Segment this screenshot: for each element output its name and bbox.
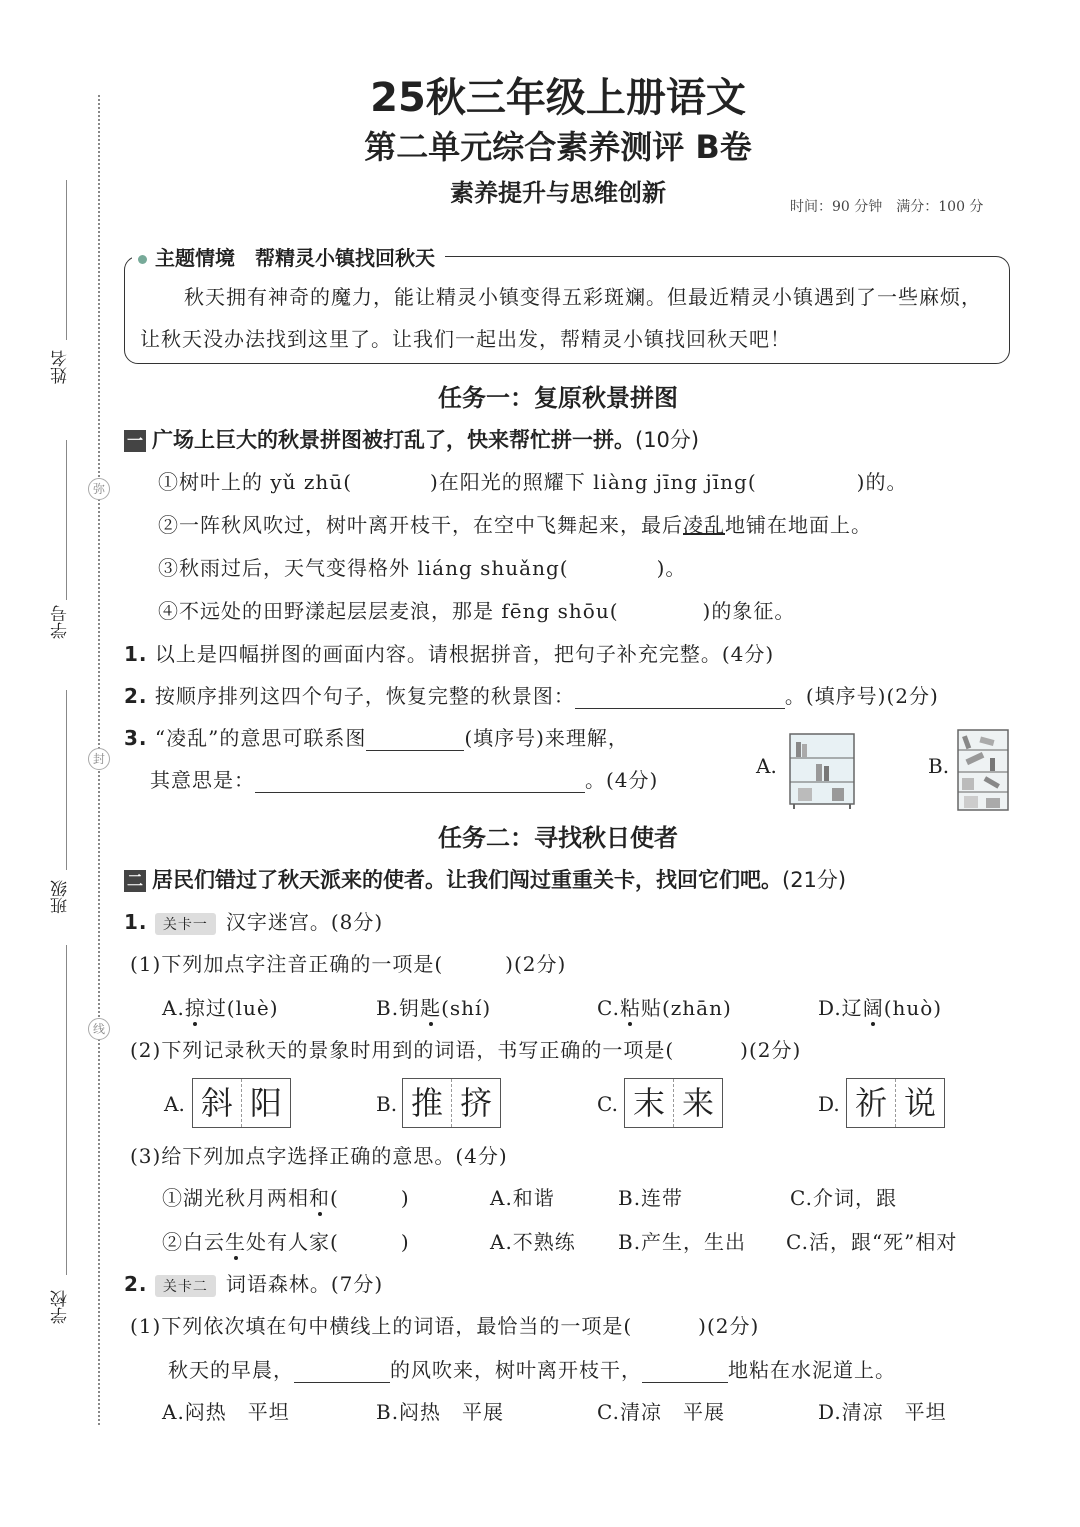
q13-row-1: [162, 1182, 410, 1211]
question-1-2: [130, 1034, 801, 1063]
answer-line[interactable]: [575, 686, 785, 709]
seal-mark-mi: 弥: [88, 478, 110, 500]
row-text: (: [330, 1186, 339, 1210]
row-text: 处有人家(: [246, 1230, 339, 1254]
word-char: 推: [403, 1079, 452, 1127]
item-text: ②一阵秋风吹过，树叶离开枝干，在空中飞舞起来，最后: [158, 513, 683, 537]
q11-option-d: [818, 992, 942, 1021]
question-text: (填序号)来理解，: [464, 726, 629, 750]
question-text: (1)下列依次填在句中横线上的词语，最恰当的一项是(: [130, 1314, 633, 1338]
dotted-char: 掠: [184, 996, 206, 1020]
answer-line[interactable]: [642, 1360, 728, 1383]
section-text: 广场上巨大的秋景拼图被打乱了，快来帮忙拼一拼。: [152, 428, 635, 452]
question-number: 2.: [124, 1272, 148, 1296]
word-char: 挤: [459, 1084, 492, 1122]
word-char: 末: [625, 1079, 674, 1127]
level-tag: 关卡一: [155, 913, 216, 935]
question-text: 其意思是：: [150, 768, 255, 792]
answer-line[interactable]: [294, 1360, 390, 1383]
word-option-c-label: C.: [597, 1092, 618, 1116]
question-number: 1.: [124, 642, 148, 666]
answer-line[interactable]: [255, 770, 585, 793]
seal-mark-xian: 线: [88, 1018, 110, 1040]
word-char: 阳: [249, 1084, 282, 1122]
question-text: 词语森林。(7分): [225, 1272, 384, 1296]
dotted-char: 粘: [619, 996, 641, 1020]
level-1: [124, 906, 383, 935]
question-1-3: (3)给下列加点字选择正确的意思。(4分): [130, 1144, 508, 1168]
option-label: C.: [597, 996, 620, 1020]
puzzle-item-3: [158, 552, 686, 581]
messy-bookshelf-image: [956, 728, 1010, 812]
item-text: 地铺在地面上。: [725, 513, 872, 537]
picture-option-b-label: B.: [928, 754, 950, 778]
question-text: 按顺序排列这四个句子，恢复完整的秋景图：: [154, 684, 575, 708]
fill-sentence: [168, 1354, 896, 1383]
q13-row-1-opt-a: A.和谐: [490, 1186, 555, 1210]
question-1: [124, 638, 774, 667]
word-option-b-label: B.: [376, 1092, 398, 1116]
task1-section: [124, 424, 699, 454]
answer-line[interactable]: [366, 728, 464, 751]
word-option-c: [624, 1078, 723, 1128]
option-label: B.钥: [376, 996, 421, 1020]
q13-row-2-opt-a: A.不熟练: [490, 1230, 576, 1254]
question-number: 1.: [124, 910, 148, 934]
puzzle-item-1: [158, 466, 907, 495]
margin-label-student-no: 学号: [51, 605, 71, 639]
sentence-part: 地粘在水泥道上。: [728, 1358, 896, 1382]
item-text: )。: [656, 556, 687, 580]
margin-label-school: 学校: [51, 1290, 71, 1324]
option-text: 贴(zhān): [640, 996, 732, 1020]
question-number: 3.: [124, 726, 148, 750]
question-3-line2: [150, 764, 658, 793]
task1-title: 任务一：复原秋景拼图: [438, 384, 678, 412]
page-title: 25秋三年级上册语文: [370, 75, 746, 121]
scene-title: 帮精灵小镇找回秋天: [255, 246, 435, 270]
word-option-d: [846, 1078, 945, 1128]
option-text: (huò): [883, 996, 943, 1020]
section-title: 素养提升与思维创新: [450, 179, 666, 207]
option-label: D.辽: [818, 996, 863, 1020]
q13-row-1-opt-c: C.介词，跟: [790, 1186, 897, 1210]
bullet-icon: [138, 255, 147, 264]
scene-label: 主题情境: [155, 246, 235, 270]
question-2-1: [130, 1310, 759, 1339]
section-badge: 一: [124, 430, 146, 452]
question-text: “凌乱”的意思可联系图: [154, 726, 367, 750]
word-char: 祈: [847, 1079, 896, 1127]
sentence-part: 的风吹来，树叶离开枝干，: [390, 1358, 642, 1382]
seal-mark-feng: 封: [88, 748, 110, 770]
sentence-part: 秋天的早晨，: [168, 1358, 294, 1382]
question-tail: 。(填序号)(2分): [784, 684, 939, 708]
question-3: [124, 722, 629, 751]
tidy-bookshelf-image: [786, 732, 858, 810]
level-2: [124, 1268, 383, 1297]
q13-row-1-opt-b: B.连带: [618, 1186, 684, 1210]
q13-row-2: [162, 1226, 410, 1255]
item-text: ③秋雨过后，天气变得格外 liáng shuǎng(: [158, 556, 569, 580]
item-text: )的象征。: [702, 599, 796, 623]
page-subtitle: 第二单元综合素养测评 B卷: [364, 128, 752, 166]
dotted-char: 和: [309, 1186, 330, 1210]
q13-row-2-opt-b: B.产生，生出: [618, 1230, 747, 1254]
question-2: [124, 680, 939, 709]
question-text: (1)下列加点字注音正确的一项是(: [130, 952, 444, 976]
dotted-char: 匙: [420, 996, 442, 1020]
row-text: ): [400, 1230, 410, 1254]
q21-option-a: A.闷热 平坦: [162, 1400, 290, 1424]
q13-row-2-opt-c: C.活，跟“死”相对: [786, 1230, 958, 1254]
school-write-line: [66, 945, 67, 1275]
question-1-1: [130, 948, 566, 977]
word-option-a: [192, 1078, 291, 1128]
puzzle-item-4: [158, 595, 795, 624]
item-text: )在阳光的照耀下 liàng jīng jīng(: [430, 470, 757, 494]
item-text: ④不远处的田野漾起层层麦浪，那是 fēng shōu(: [158, 599, 619, 623]
underlined-word: 凌乱: [683, 513, 725, 537]
scene-text: 秋天拥有神奇的魔力，能让精灵小镇变得五彩斑斓。但最近精灵小镇遇到了一些麻烦，让秋天没办法找到这里了。让我们一起出发，帮精灵小镇找回秋天吧！: [140, 285, 982, 351]
dotted-char: 生: [225, 1230, 246, 1254]
section-score: (10分): [635, 428, 700, 452]
item-text: ①树叶上的 yǔ zhū(: [158, 470, 352, 494]
word-char: 斜: [193, 1079, 242, 1127]
word-char: 说: [903, 1084, 936, 1122]
margin-label-name: 姓名: [51, 350, 71, 384]
task2-section: [124, 864, 846, 894]
q21-option-c: C.清凉 平展: [597, 1400, 725, 1424]
row-text: ①湖光秋月两相: [162, 1186, 309, 1210]
option-text: (shí): [441, 996, 492, 1020]
word-option-a-label: A.: [164, 1092, 185, 1116]
section-score: (21分): [782, 868, 847, 892]
word-char: 来: [681, 1084, 714, 1122]
q11-option-b: [376, 992, 491, 1021]
option-label: A.: [162, 996, 185, 1020]
question-tail: )(2分): [505, 952, 567, 976]
dotted-char: 阔: [862, 996, 884, 1020]
section-text: 居民们错过了秋天派来的使者。让我们闯过重重关卡，找回它们吧。: [152, 868, 782, 892]
level-tag: 关卡二: [155, 1275, 216, 1297]
q21-option-d: D.清凉 平坦: [818, 1400, 947, 1424]
row-text: ): [400, 1186, 410, 1210]
scene-header: [132, 242, 445, 271]
exam-meta: 时间：90 分钟 满分：100 分: [790, 199, 984, 215]
q11-option-a: [162, 992, 279, 1021]
question-text: 汉字迷宫。(8分): [225, 910, 384, 934]
option-text: 过(luè): [205, 996, 279, 1020]
task2-title: 任务二：寻找秋日使者: [438, 824, 678, 852]
section-badge: 二: [124, 870, 146, 892]
picture-option-a-label: A.: [756, 754, 777, 778]
word-option-b: [402, 1078, 501, 1128]
question-text: (2)下列记录秋天的景象时用到的词语，书写正确的一项是(: [130, 1038, 675, 1062]
q21-option-b: B.闷热 平展: [376, 1400, 505, 1424]
row-text: ②白云: [162, 1230, 225, 1254]
puzzle-item-2: [158, 509, 872, 538]
word-option-d-label: D.: [818, 1092, 840, 1116]
question-tail: )(2分): [740, 1038, 802, 1062]
question-number: 2.: [124, 684, 148, 708]
margin-label-class: 班级: [51, 880, 71, 914]
question-tail: 。(4分): [585, 768, 659, 792]
q11-option-c: [597, 992, 732, 1021]
question-tail: )(2分): [698, 1314, 760, 1338]
question-text: 以上是四幅拼图的画面内容。请根据拼音，把句子补充完整。(4分): [154, 642, 775, 666]
item-text: )的。: [856, 470, 908, 494]
student-no-write-line: [66, 440, 67, 600]
